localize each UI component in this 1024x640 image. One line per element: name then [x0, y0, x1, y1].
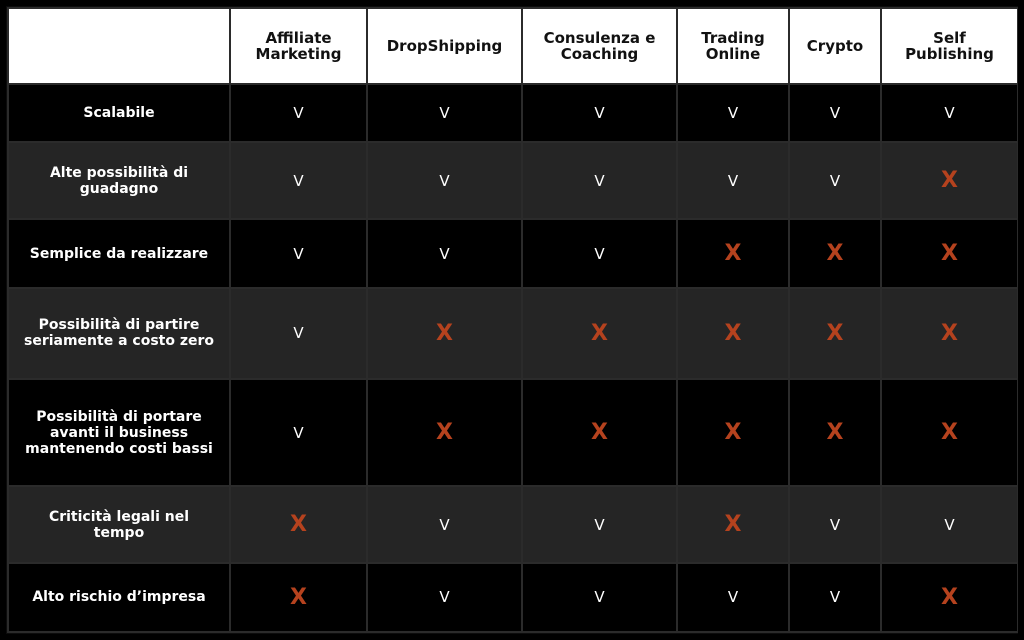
check-mark-cell: V	[677, 142, 789, 219]
check-mark-cell: V	[789, 486, 881, 562]
check-mark-cell: V	[677, 84, 789, 142]
check-mark-cell: V	[367, 84, 522, 142]
check-mark-cell: V	[230, 379, 367, 486]
header-corner-cell	[8, 8, 230, 84]
column-header-affiliate-marketing: Affiliate Marketing	[230, 8, 367, 84]
column-header-trading-online: Trading Online	[677, 8, 789, 84]
check-mark-cell: V	[789, 563, 881, 632]
cross-mark-cell: X	[789, 288, 881, 379]
check-mark-cell: V	[522, 219, 677, 287]
table-row	[8, 219, 1018, 287]
table-row	[8, 84, 1018, 142]
row-label: Possibilità di portare avanti il business mantenendo costi bassi	[8, 379, 230, 486]
cross-mark-cell: X	[789, 219, 881, 287]
check-mark-cell: V	[367, 563, 522, 632]
check-mark-cell: V	[522, 142, 677, 219]
cross-mark-cell: X	[522, 288, 677, 379]
check-mark-cell: V	[367, 486, 522, 562]
check-mark-cell: V	[230, 142, 367, 219]
column-header-dropshipping: DropShipping	[367, 8, 522, 84]
row-label: Possibilità di partire seriamente a costo zero	[8, 288, 230, 379]
table-row	[8, 142, 1018, 219]
check-mark-cell: V	[522, 84, 677, 142]
header-row	[8, 8, 1018, 84]
check-mark-cell: V	[522, 563, 677, 632]
row-label: Scalabile	[8, 84, 230, 142]
check-mark-cell: V	[677, 563, 789, 632]
cross-mark-cell: X	[522, 379, 677, 486]
cross-mark-cell: X	[881, 563, 1018, 632]
cross-mark-cell: X	[677, 288, 789, 379]
check-mark-cell: V	[881, 84, 1018, 142]
cross-mark-cell: X	[230, 563, 367, 632]
table-row	[8, 379, 1018, 486]
comparison-table-frame	[6, 6, 1018, 634]
table-row	[8, 563, 1018, 632]
row-label: Alto rischio d’impresa	[8, 563, 230, 632]
cross-mark-cell: X	[789, 379, 881, 486]
cross-mark-cell: X	[881, 142, 1018, 219]
cross-mark-cell: X	[881, 219, 1018, 287]
cross-mark-cell: X	[881, 379, 1018, 486]
check-mark-cell: V	[230, 219, 367, 287]
check-mark-cell: V	[522, 486, 677, 562]
row-label: Criticità legali nel tempo	[8, 486, 230, 562]
table-row	[8, 486, 1018, 562]
check-mark-cell: V	[367, 142, 522, 219]
cross-mark-cell: X	[230, 486, 367, 562]
row-label: Semplice da realizzare	[8, 219, 230, 287]
cross-mark-cell: X	[367, 379, 522, 486]
cross-mark-cell: X	[367, 288, 522, 379]
row-label: Alte possibilità di guadagno	[8, 142, 230, 219]
column-header-crypto: Crypto	[789, 8, 881, 84]
check-mark-cell: V	[881, 486, 1018, 562]
comparison-table	[7, 7, 1018, 633]
check-mark-cell: V	[367, 219, 522, 287]
check-mark-cell: V	[789, 84, 881, 142]
cross-mark-cell: X	[677, 219, 789, 287]
check-mark-cell: V	[230, 288, 367, 379]
check-mark-cell: V	[230, 84, 367, 142]
column-header-consulenza-coaching: Consulenza e Coaching	[522, 8, 677, 84]
table-row	[8, 288, 1018, 379]
cross-mark-cell: X	[677, 486, 789, 562]
column-header-self-publishing: Self Publishing	[881, 8, 1018, 84]
cross-mark-cell: X	[677, 379, 789, 486]
cross-mark-cell: X	[881, 288, 1018, 379]
check-mark-cell: V	[789, 142, 881, 219]
